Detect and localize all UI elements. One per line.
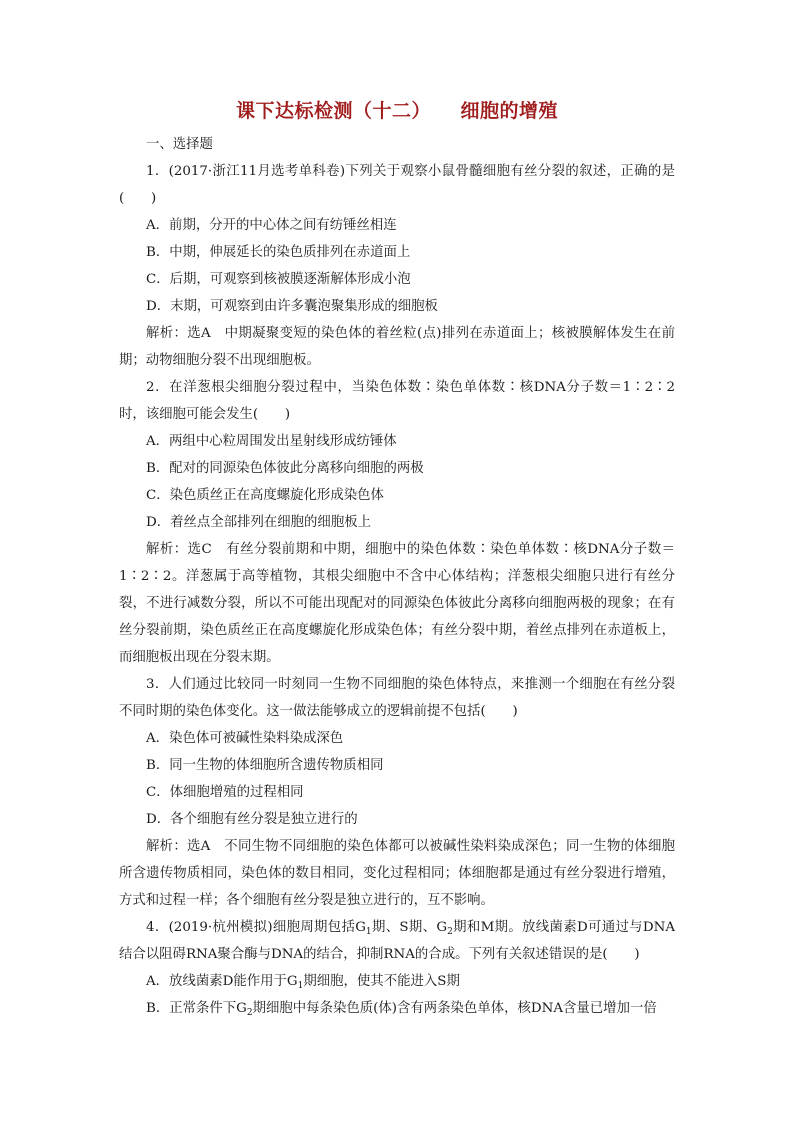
- question-2-option-a: A．两组中心粒周围发出星射线形成纺锤体: [146, 434, 397, 449]
- subscript-2: 2: [447, 927, 453, 937]
- question-4-option-b: [119, 995, 675, 1022]
- question-1-option-c: C．后期，可观察到核被膜逐渐解体形成小泡: [146, 272, 411, 287]
- section-heading: 一、选择题: [146, 137, 213, 152]
- question-1-option-b: B．中期，伸展延长的染色质排列在赤道面上: [146, 245, 411, 260]
- question-2-option-d: D．着丝点全部排列在细胞的细胞板上: [146, 515, 371, 530]
- question-2-stem: 2．在洋葱根尖细胞分裂过程中，当染色体数∶染色单体数∶核DNA分子数＝1∶2∶2时，该细胞可能会发生( ): [119, 380, 675, 422]
- page-title: 课下达标检测（十二） 细胞的增殖: [235, 100, 558, 122]
- question-1-option-a: A．前期，分开的中心体之间有纺锤丝相连: [146, 218, 397, 233]
- question-4-option-a-part-1: A．放线菌素D能作用于G: [146, 974, 298, 989]
- question-3-option-b: B．同一生物的体细胞所含遗传物质相同: [146, 758, 384, 773]
- subscript-1: 1: [365, 927, 372, 937]
- question-3-option-d: D．各个细胞有丝分裂是独立进行的: [146, 812, 358, 827]
- question-3-option-c: C．体细胞增殖的过程相同: [146, 785, 304, 800]
- question-4-option-b-part-2: 期细胞中每条染色质(体)含有两条染色单体，核DNA含量已增加一倍: [252, 1001, 657, 1016]
- question-1-analysis: 解析：选A 中期凝聚变短的染色体的着丝粒(点)排列在赤道面上；核被膜解体发生在前期；动物细胞分裂不出现细胞板。: [119, 326, 675, 368]
- question-2-option-b: B．配对的同源染色体彼此分离移向细胞的两极: [146, 461, 424, 476]
- question-2-option-c: C．染色质丝正在高度螺旋化形成染色体: [146, 488, 384, 503]
- question-3-option-a: A．染色体可被碱性染料染成深色: [146, 731, 344, 746]
- question-1-option-d: D．末期，可观察到由许多囊泡聚集形成的细胞板: [146, 299, 438, 314]
- subscript-2: 2: [246, 1008, 253, 1018]
- question-4-option-a-part-2: 期细胞，使其不能进入S期: [303, 974, 460, 989]
- question-2-analysis: 解析：选C 有丝分裂前期和中期，细胞中的染色体数∶染色单体数∶核DNA分子数＝1∶2∶2。洋葱属于高等植物，其根尖细胞中不含中心体结构；洋葱根尖细胞只进行有丝分裂，不进行减数分裂，所以不可能出现配对的同源染色体彼此分离移向细胞两极的现象；在有丝分裂前期，染色质丝正在高度螺旋化形成染色体；有丝分裂中期，着丝点排列在赤道板上，而细胞板出现在分裂末期。: [119, 542, 675, 665]
- question-4-stem-part-3: 期和M期。放线菌素D可通过与DNA结合以阻碍RNA聚合酶与DNA的结合，抑制RNA的合成。下列有关叙述错误的是( ): [119, 920, 676, 962]
- question-4-stem: [119, 914, 675, 968]
- question-3-analysis: 解析：选A 不同生物不同细胞的染色体都可以被碱性染料染成深色；同一生物的体细胞所含遗传物质相同，染色体的数目相同，变化过程相同；体细胞都是通过有丝分裂进行增殖，方式和过程一样；各个细胞有丝分裂是独立进行的，互不影响。: [119, 839, 675, 908]
- question-3-stem: 3．人们通过比较同一时刻同一生物不同细胞的染色体特点，来推测一个细胞在有丝分裂不同时期的染色体变化。这一做法能够成立的逻辑前提不包括( ): [119, 677, 675, 719]
- question-4-stem-part-2: 期、S期、G: [371, 920, 448, 935]
- question-4-stem-part-1: 4．(2019·杭州模拟)细胞周期包括G: [146, 920, 366, 935]
- question-1-stem: 1．(2017·浙江11月选考单科卷)下列关于观察小鼠骨髓细胞有丝分裂的叙述，正确的是( ): [119, 164, 675, 206]
- document-body: [119, 131, 675, 1022]
- subscript-1: 1: [297, 981, 304, 991]
- question-4-option-a: [119, 968, 675, 995]
- question-4-option-b-part-1: B．正常条件下G: [146, 1001, 247, 1016]
